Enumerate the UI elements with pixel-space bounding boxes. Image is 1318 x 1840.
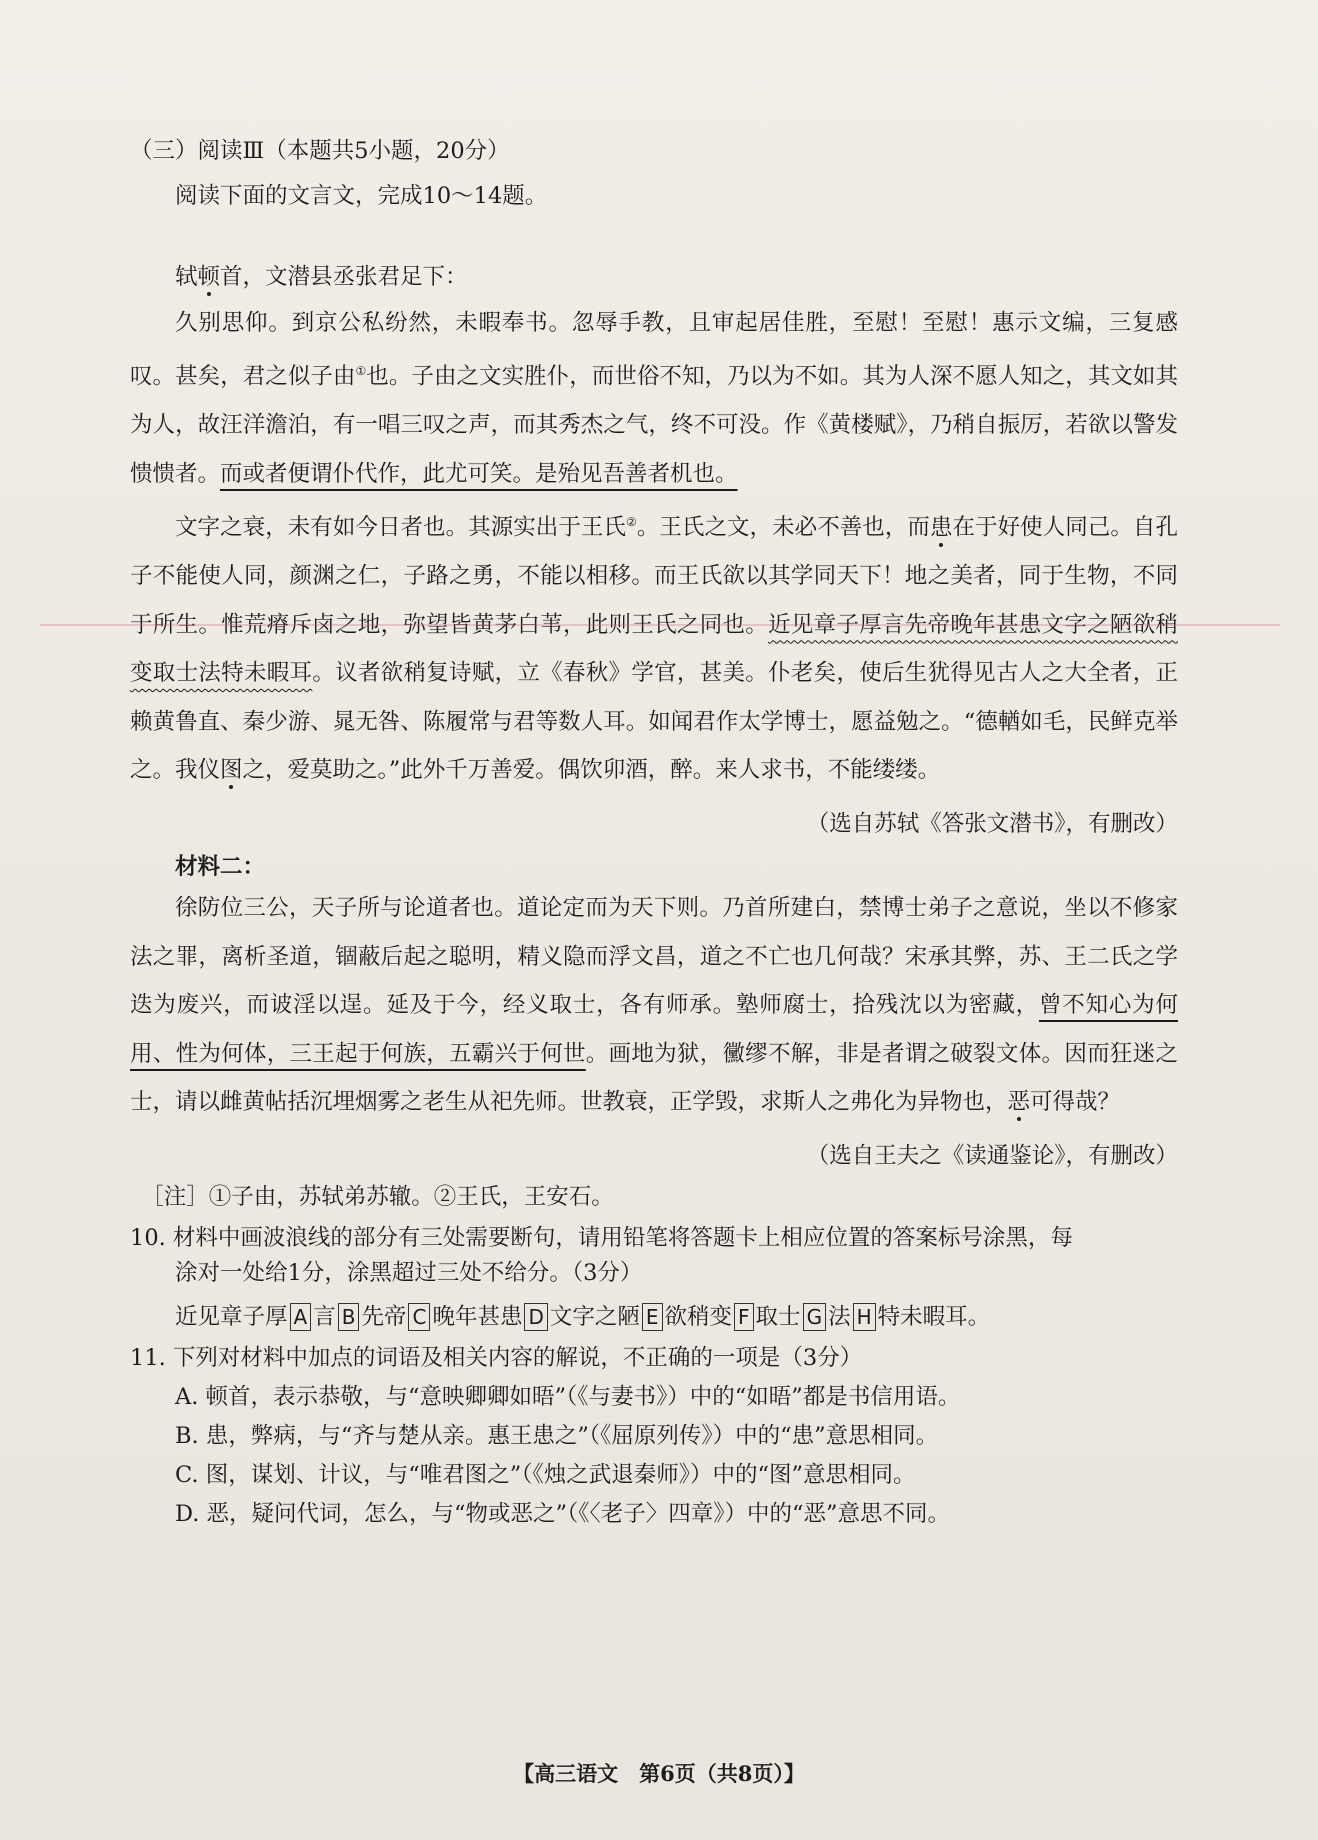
annotation-note: ［注］①子由，苏轼弟苏辙。②王氏，王安石。 xyxy=(141,1183,614,1210)
material1-source: （选自苏轼《答张文潜书》，有删改） xyxy=(806,810,1178,837)
letter-salutation: 轼顿首，文潜县丞张君足下： xyxy=(175,263,468,290)
underlined-sentence-q: 而或者便谓仆代作，此尤可笑。是殆见吾善者机也。 xyxy=(220,460,738,487)
material1-paragraph2: 文字之衰，未有如今日者也。其源实出于王氏②。王氏之文，未必不善也，而患在于好使人同己。自孔子不能使人同，颜渊之仁，子路之勇，不能以相移。而王氏欲以其学同天下！地之美者，同于生物，不同于所生。惟荒瘠斥卤之地，弥望皆黄茅白苇，此则王氏之同也。近见章子厚言先帝晚年甚患文字之陋欲稍变取士法特未暇耳。议者欲稍复诗赋，立《春秋》学官，甚美。仆老矣，使后生犹得见古人之大全者，正赖黄鲁直、秦少游、晁无咎、陈履常与君等数人耳。如闻君作太学博士，愿益勉之。“德輶如毛，民鲜克举之。我仪图之，爱莫助之。”此外千万善爱。偶饮卯酒，醉。来人求书，不能缕缕。 xyxy=(130,514,1178,784)
stray-red-mark xyxy=(40,624,1280,626)
question-11-option-b[interactable]: B. 患，弊病，与“齐与楚从亲。惠王患之”（《屈原列传》）中的“患”意思相同。 xyxy=(175,1423,939,1449)
page-footer: 【高三语文 第6页（共8页）】 xyxy=(513,1761,805,1786)
option-box-d[interactable]: D xyxy=(524,1303,547,1331)
question-11-option-d[interactable]: D. 恶，疑问代词，怎么，与“物或恶之”（《〈老子〉四章》）中的“恶”意思不同。 xyxy=(175,1500,951,1527)
option-box-e[interactable]: E xyxy=(642,1303,663,1331)
underlined-sentence-material2: 曾不知心为何用、性为何体，三王起于何族，五霸兴于何世 xyxy=(130,992,1178,1067)
punctuation-options: 近见章子厚 A 言 B 先帝 C 晚年甚患 D 文字之陋 E 欲稍变 F 取士 G 法 H 特未暇耳。 xyxy=(175,1304,991,1331)
footnote-marker-2: ② xyxy=(626,515,637,530)
question-10: 10. 材料中画波浪线的部分有三处需要断句，请用铅笔将答题卡上相应位置的答案标号涂黑，每 xyxy=(130,1224,1073,1251)
wavy-underlined-passage: 近见章子厚言先帝晚年甚患文字之陋欲稍变取士法特未暇耳 xyxy=(130,611,1178,687)
option-box-a[interactable]: A xyxy=(290,1303,312,1331)
question-10-cont: 涂对一处给1分，涂黑超过三处不给分。（3分） xyxy=(175,1259,643,1286)
material2-title: 材料二： xyxy=(175,853,266,880)
instructions: 阅读下面的文言文，完成10～14题。 xyxy=(175,182,548,209)
dotted-word-huan: 患 xyxy=(929,514,953,541)
section-title: （三）阅读Ⅲ（本题共5小题，20分） xyxy=(130,138,510,164)
option-box-b[interactable]: B xyxy=(338,1303,360,1331)
dotted-word-wu: 恶 xyxy=(1007,1089,1031,1116)
option-box-c[interactable]: C xyxy=(408,1303,430,1331)
material2-source: （选自王夫之《读通鉴论》，有删改） xyxy=(806,1142,1178,1169)
dotted-word-tu: 图 xyxy=(220,757,243,784)
option-box-g[interactable]: G xyxy=(803,1303,827,1331)
dotted-word-dun: 顿 xyxy=(197,263,221,290)
footnote-marker-1: ① xyxy=(355,364,367,379)
material1-paragraph1: 久别思仰。到京公私纷然，未暇奉书。忽辱手教，且审起居佳胜，至慰！至慰！惠示文编，三复感叹。甚矣，君之似子由①也。子由之文实胜仆，而世俗不知，乃以为不如。其为人深不愿人知之，其文如其为人，故汪洋澹泊，有一唱三叹之声，而其秀杰之气，终不可没。作《黄楼赋》，乃稍自振厉，若欲以警发愦愦者。而或者便谓仆代作，此尤可笑。是殆见吾善者机也。 xyxy=(130,309,1178,487)
material2-paragraph: 徐防位三公，天子所与论道者也。道论定而为天下则。乃首所建白，禁博士弟子之意说，坐以不修家法之罪，离析圣道，锢蔽后起之聪明，精义隐而浮文昌，道之不亡也几何哉？宋承其弊，苏、王二氏之学迭为废兴，而诐淫以逞。延及于今，经义取士，各有师承。塾师腐士，拾残沈以为密藏，曾不知心为何用、性为何体，三王起于何族，五霸兴于何世。画地为狱，黴缪不解，非是者谓之破裂文体。因而狂迷之士，请以雌黄帖括沉埋烟雾之老生从祀先师。世教衰，正学毁，求斯人之弗化为异物也，恶可得哉？ xyxy=(130,895,1178,1116)
question-11: 11. 下列对材料中加点的词语及相关内容的解说，不正确的一项是（3分） xyxy=(130,1345,863,1372)
question-11-option-c[interactable]: C. 图，谋划、计议，与“唯君图之”（《烛之武退秦师》）中的“图”意思相同。 xyxy=(175,1461,916,1488)
option-box-h[interactable]: H xyxy=(853,1303,876,1331)
option-box-f[interactable]: F xyxy=(734,1303,754,1331)
question-11-option-a[interactable]: A. 顿首，表示恭敬，与“意映卿卿如晤”（《与妻书》）中的“如晤”都是书信用语。 xyxy=(175,1384,961,1411)
